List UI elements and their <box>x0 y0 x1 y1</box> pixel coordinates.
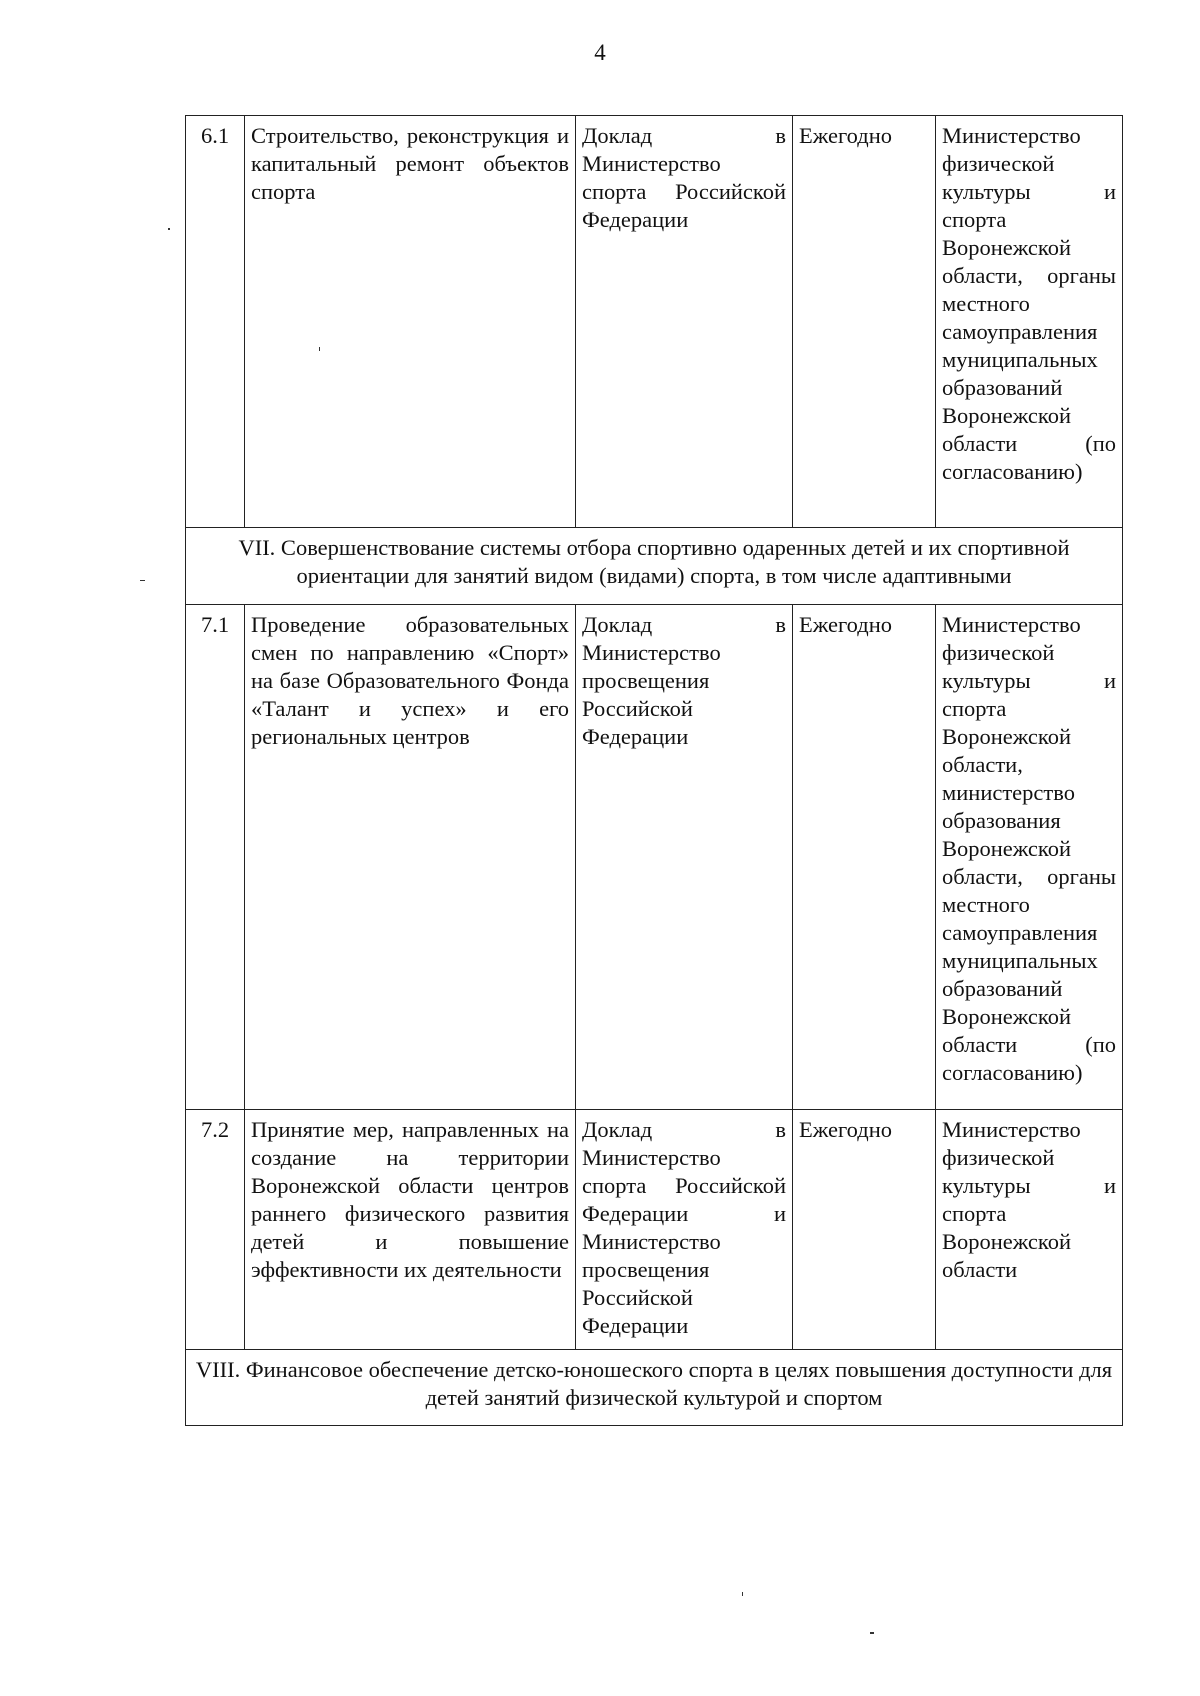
row-number: 6.1 <box>186 116 245 528</box>
measure-title: Проведение образовательных смен по направлению «Спорт» на базе Образовательного Фонда «Талант и успех» и его региональных центров <box>245 605 576 1110</box>
deadline: Ежегодно <box>793 116 936 528</box>
row-number: 7.1 <box>186 605 245 1110</box>
measure-title: Строительство, реконструкция и капитальный ремонт объектов спорта <box>245 116 576 528</box>
scan-speck <box>168 228 170 230</box>
report-form: Доклад в Министерство спорта Российской Федерации и Министерство просвещения Российской Федерации <box>576 1110 793 1350</box>
section-title: VII. Совершенствование системы отбора спортивно одаренных детей и их спортивной ориентации для занятий видом (видами) спорта, в том числе адаптивными <box>186 528 1123 605</box>
responsible-executors: Министерство физической культуры и спорта Воронежской области <box>936 1110 1123 1350</box>
scan-speck <box>319 347 320 351</box>
section-title: VIII. Финансовое обеспечение детско-юношеского спорта в целях повышения доступности для детей занятий физической культурой и спортом <box>186 1350 1123 1426</box>
responsible-executors: Министерство физической культуры и спорта Воронежской области, органы местного самоуправления муниципальных образований Воронежской области (по согласованию) <box>936 116 1123 528</box>
deadline: Ежегодно <box>793 605 936 1110</box>
measure-title: Принятие мер, направленных на создание на территории Воронежской области центров раннего физического развития детей и повышение эффективности их деятельности <box>245 1110 576 1350</box>
table-row-7-1 <box>186 605 1123 1110</box>
section-heading-vii <box>186 528 1123 605</box>
row-number: 7.2 <box>186 1110 245 1350</box>
report-form: Доклад в Министерство спорта Российской Федерации <box>576 116 793 528</box>
scan-speck <box>140 580 145 581</box>
deadline: Ежегодно <box>793 1110 936 1350</box>
scan-speck <box>742 1592 743 1596</box>
measures-table <box>185 115 1123 1426</box>
responsible-executors: Министерство физической культуры и спорта Воронежской области, министерство образования Воронежской области, органы местного самоуправления муниципальных образований Воронежской области (по согласованию) <box>936 605 1123 1110</box>
table-row-7-2 <box>186 1110 1123 1350</box>
scan-speck <box>870 1632 874 1634</box>
table-row-6-1 <box>186 116 1123 528</box>
section-heading-viii <box>186 1350 1123 1426</box>
report-form: Доклад в Министерство просвещения Российской Федерации <box>576 605 793 1110</box>
page-number: 4 <box>594 40 606 65</box>
